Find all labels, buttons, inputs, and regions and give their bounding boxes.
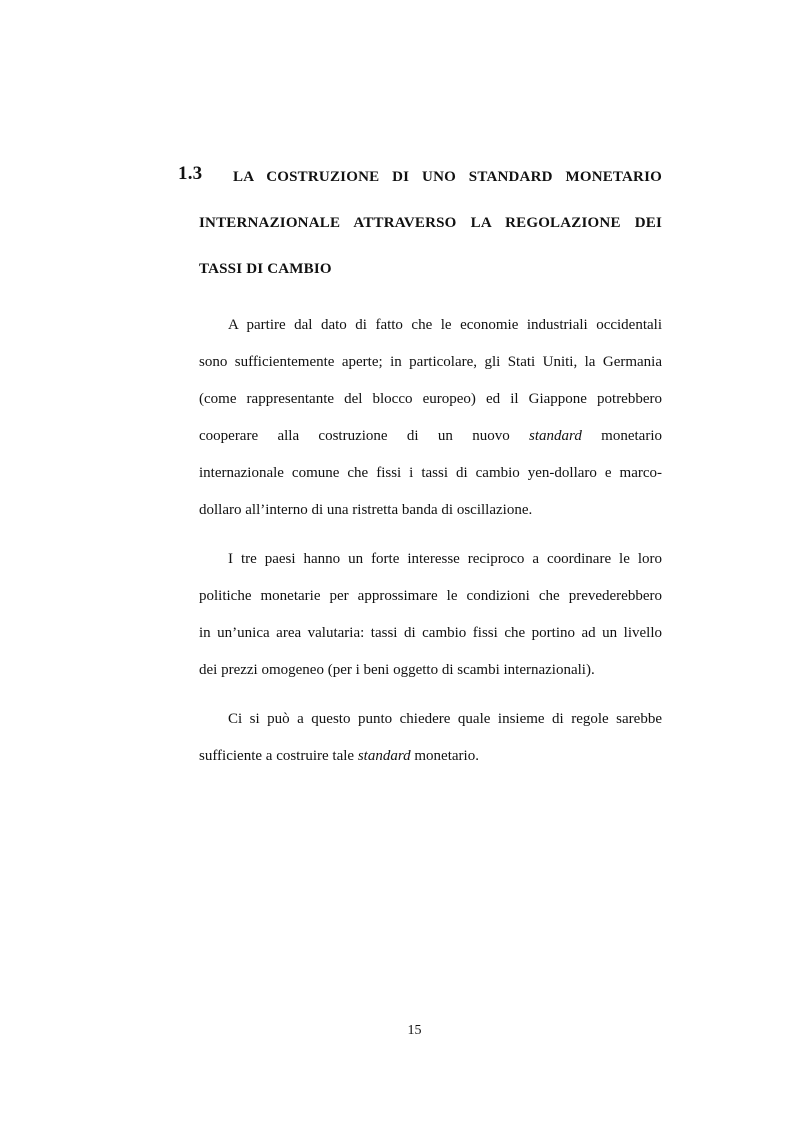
text-run: monetario [581,428,662,444]
paragraph-line: dollaro all’interno di una ristretta banda di oscillazione. [199,502,533,518]
section-title-line-3: TASSI DI CAMBIO [199,261,332,277]
paragraph-line: sono sufficientemente aperte; in particolare, gli Stati Uniti, la Germania [199,354,662,370]
text-run: monetario. [410,748,479,764]
section-number: 1.3 [178,163,203,184]
paragraph-line [199,418,662,455]
paragraph-1 [199,307,662,529]
section-title-line-2: INTERNAZIONALE ATTRAVERSO LA REGOLAZIONE DEI [199,215,662,231]
italic-term: standard [529,428,582,444]
paragraph-line: Ci si può a questo punto chiedere quale insieme di regole sarebbe [228,711,662,727]
paragraph-line: I tre paesi hanno un forte interesse reciproco a coordinare le loro [228,551,662,567]
section-title-line-1: LA COSTRUZIONE DI UNO STANDARD MONETARIO [233,169,662,185]
paragraph-2 [199,541,662,689]
paragraph-3 [199,701,662,775]
text-run: cooperare alla costruzione di un nuovo [199,428,530,444]
page-number: 15 [407,1023,422,1038]
paragraph-line: (come rappresentante del blocco europeo) ed il Giappone potrebbero [199,391,662,407]
paragraph-line: dei prezzi omogeneo (per i beni oggetto di scambi internazionali). [199,662,595,678]
text-run: sufficiente a costruire tale [199,748,358,764]
paragraph-line: politiche monetarie per approssimare le condizioni che prevederebbero [199,588,662,604]
paragraph-line: in un’unica area valutaria: tassi di cambio fissi che portino ad un livello [199,625,662,641]
paragraph-line [199,738,662,775]
paragraph-line: A partire dal dato di fatto che le economie industriali occidentali [228,317,662,333]
paragraph-line: internazionale comune che fissi i tassi di cambio yen-dollaro e marco- [199,465,662,481]
italic-term: standard [357,748,411,764]
